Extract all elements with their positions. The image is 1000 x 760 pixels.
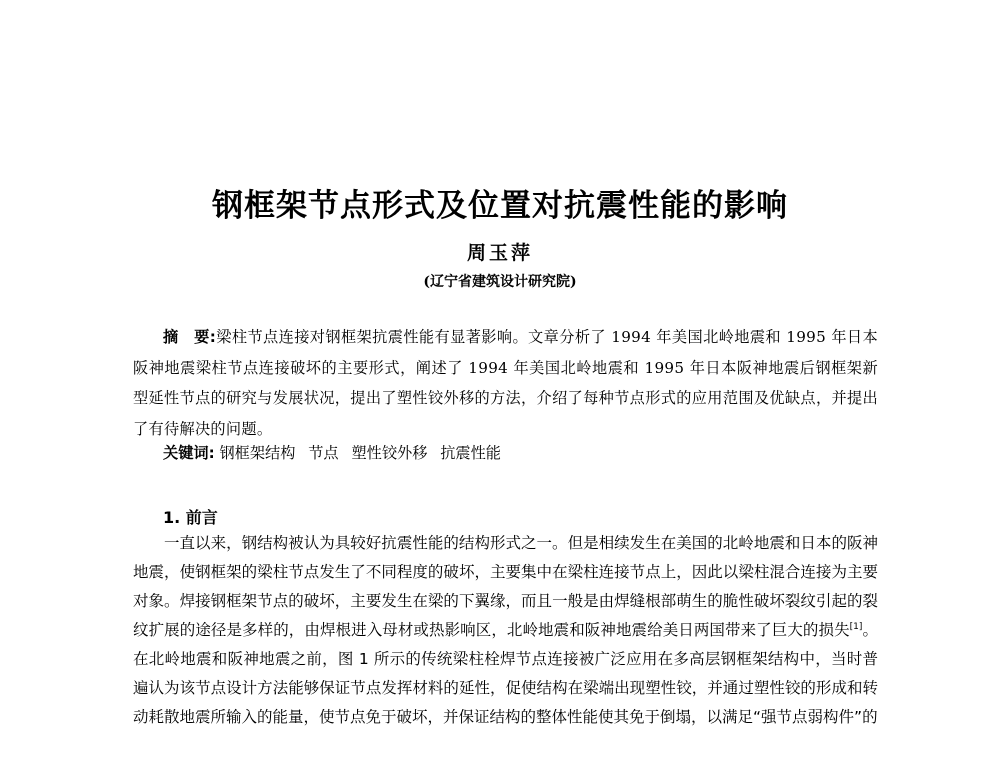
abstract xyxy=(133,322,878,444)
body-text-part: 。在北岭地震和阪神地震之前，图 1 所示的传统梁柱栓焊节点连接被广泛应用在多高层钢框架结构中，当时普遍认为该节点设计方法能够保证节点发挥材料的延性，促使结构在梁端出现塑性铰，并通过塑性铰的形成和转动耗散地震所输入的能量，使节点免于破坏，并保证结构的整体性能使其免于倒塌，以满足“强节点弱构件”的 xyxy=(133,621,878,726)
abstract-text: 梁柱节点连接对钢框架抗震性能有显著影响。文章分析了 1994 年美国北岭地震和 1995 年日本阪神地震梁柱节点连接破坏的主要形式，阐述了 1994 年美国北岭地震和 1995 年日本阪神地震后钢框架新型延性节点的研究与发展状况，提出了塑性铰外移的方法，介绍了每种节点形式的应用范围及优缺点，并提出了有待解决的问题。 xyxy=(133,328,879,438)
keywords xyxy=(163,440,883,466)
keyword: 抗震性能 xyxy=(440,444,501,462)
body-text-part: 一直以来，钢结构被认为具较好抗震性能的结构形式之一。但是相续发生在美国的北岭地震和日本的阪神地震，使钢框架的梁柱节点发生了不同程度的破坏，主要集中在梁柱连接节点上，因此以梁柱混合连接为主要对象。焊接钢框架节点的破坏，主要发生在梁的下翼缘，而且一般是由焊缝根部萌生的脆性破坏裂纹引起的裂纹扩展的途径是多样的，由焊根进入母材或热影响区，北岭地震和阪神地震给美日两国带来了巨大的损失 xyxy=(133,534,878,639)
section-heading: 1. 前言 xyxy=(163,508,218,527)
paper-title: 钢框架节点形式及位置对抗震性能的影响 xyxy=(212,188,788,224)
keyword: 钢框架结构 xyxy=(219,444,296,462)
keywords-label: 关键词: xyxy=(163,444,215,462)
citation-marker: [1] xyxy=(849,621,863,632)
author-name: 周玉萍 xyxy=(466,242,533,264)
author-affiliation: (辽宁省建筑设计研究院) xyxy=(423,274,577,290)
keyword: 节点 xyxy=(308,444,339,462)
section-body xyxy=(133,529,878,732)
abstract-label: 摘 要: xyxy=(163,328,217,346)
keyword: 塑性铰外移 xyxy=(351,444,428,462)
